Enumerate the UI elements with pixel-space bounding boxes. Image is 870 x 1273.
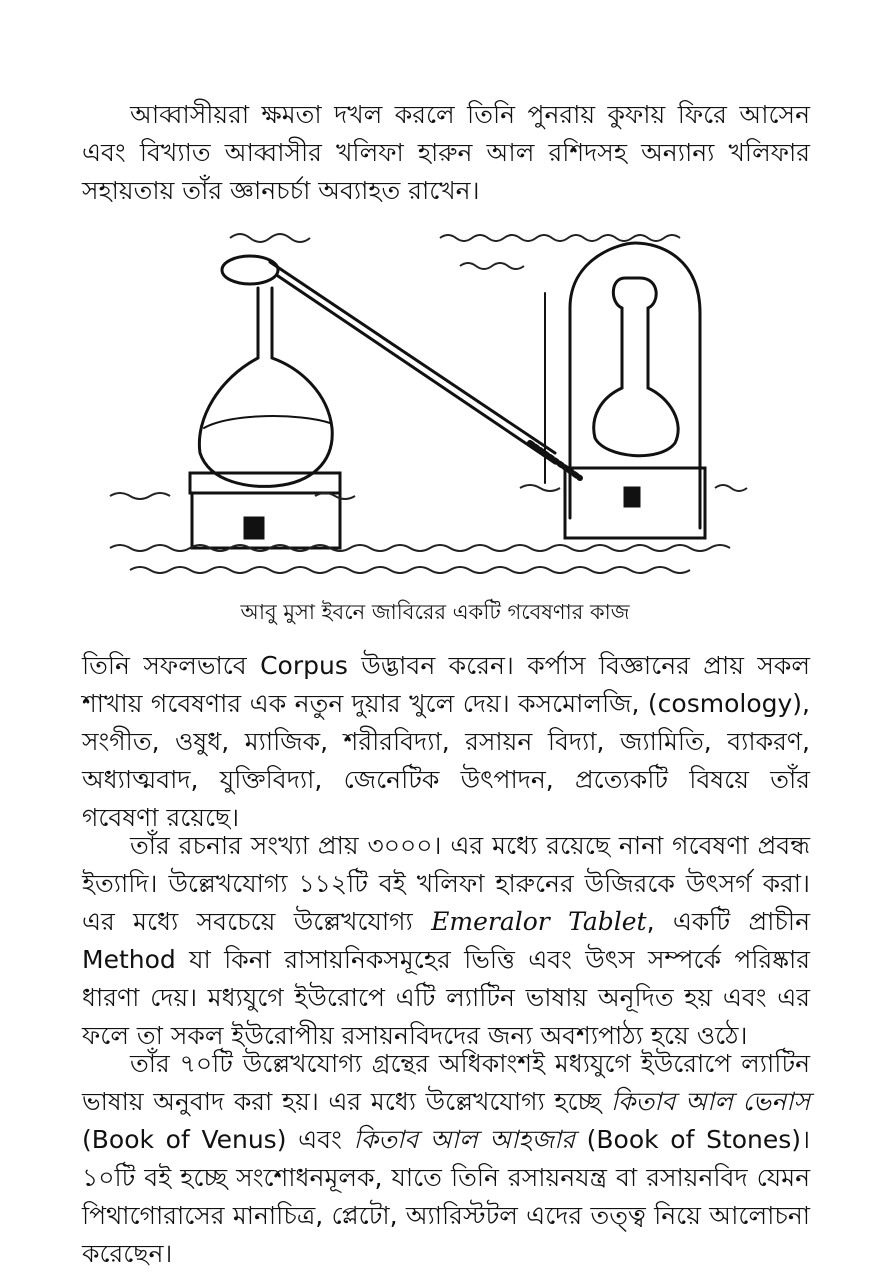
emerald-tablet-title: Emeralor Tablet [431,907,647,936]
paragraph-top: আব্বাসীয়রা ক্ষমতা দখল করলে তিনি পুনরায় কুফায় ফিরে আসেন এবং বিখ্যাত আব্বাসীর খলিফা হারুন আল রশিদসহ অন্যান্য খলিফার সহায়তায় তাঁর জ্ঞানচর্চা অব্যাহত রাখেন। [82,100,810,205]
paragraph-translations-text-2: (Book of Venus) এবং [82,1125,354,1154]
left-flask-shape [199,288,332,486]
paragraph-corpus: তিনি সফলভাবে Corpus উদ্ভাবন করেন। কর্পাস বিজ্ঞানের প্রায় সকল শাখায় গবেষণার এক নতুন দুয়ার খুলে দেয়। কসমোলজি, (cosmology), সংগীত, ওষুধ, ম্যাজিক, শরীরবিদ্যা, রসায়ন বিদ্যা, জ্যামিতি, ব্যাকরণ, অধ্যাত্মবাদ, যুক্তিবিদ্যা, জেনেটিক উৎপাদন, প্রত্যেকটি বিষয়ে তাঁর গবেষণা রয়েছে। [82,651,810,832]
alembic-illustration [100,218,765,588]
paragraph-translations-text-3: (Book of Stones)। ১০টি বই হচ্ছে সংশোধনমূলক, যাতে তিনি রসায়নযন্ত্র বা রসায়নবিদ যেমন পিথাগোরাসের মানাচিত্র, প্লেটো, অ্যারিস্টটল এদের তত্ত্ব নিয়ে আলোচনা করেছেন। [82,1125,811,1268]
book-of-venus-title: কিতাব আল ভেনাস [610,1087,810,1116]
paragraph-translations-text-1: তাঁর ৭০টি উল্লেখযোগ্য গ্রন্থের অধিকাংশই মধ্যযুগে ইউরোপে ল্যাটিন ভাষায় অনুবাদ করা হয়। এর মধ্যে উল্লেখযোগ্য হচ্ছে [82,1049,810,1116]
paragraph-works-text-1: তাঁর রচনার সংখ্যা প্রায় ৩০০০। এর মধ্যে রয়েছে নানা গবেষণা প্রবন্ধ ইত্যাদি। উল্লেখযোগ্য ১১২টি বই খলিফা হারুনের উজিরকে উৎসর্গ করা। এর মধ্যে সবচেয়ে উল্লেখযোগ্য [82,831,810,936]
figure-caption: আবু মুসা ইবনে জাবিরের একটি গবেষণার কাজ [240,600,630,624]
paragraph-works [82,827,810,1055]
book-of-stones-title: কিতাব আল আহজার [353,1125,575,1154]
paragraph-works-text-2: , একটি প্রাচীন Method যা কিনা রাসায়নিকসমূহের ভিত্তি এবং উৎস সম্পর্কে পরিষ্কার ধারণা দেয়। মধ্যযুগে ইউরোপে এটি ল্যাটিন ভাষায় অনূদিত হয় এবং এর ফলে তা সকল ইউরোপীয় রসায়নবিদদের জন্য অবশ্যপাঠ্য হয়ে ওঠে। [82,907,810,1050]
paragraph-translations [82,1045,810,1273]
